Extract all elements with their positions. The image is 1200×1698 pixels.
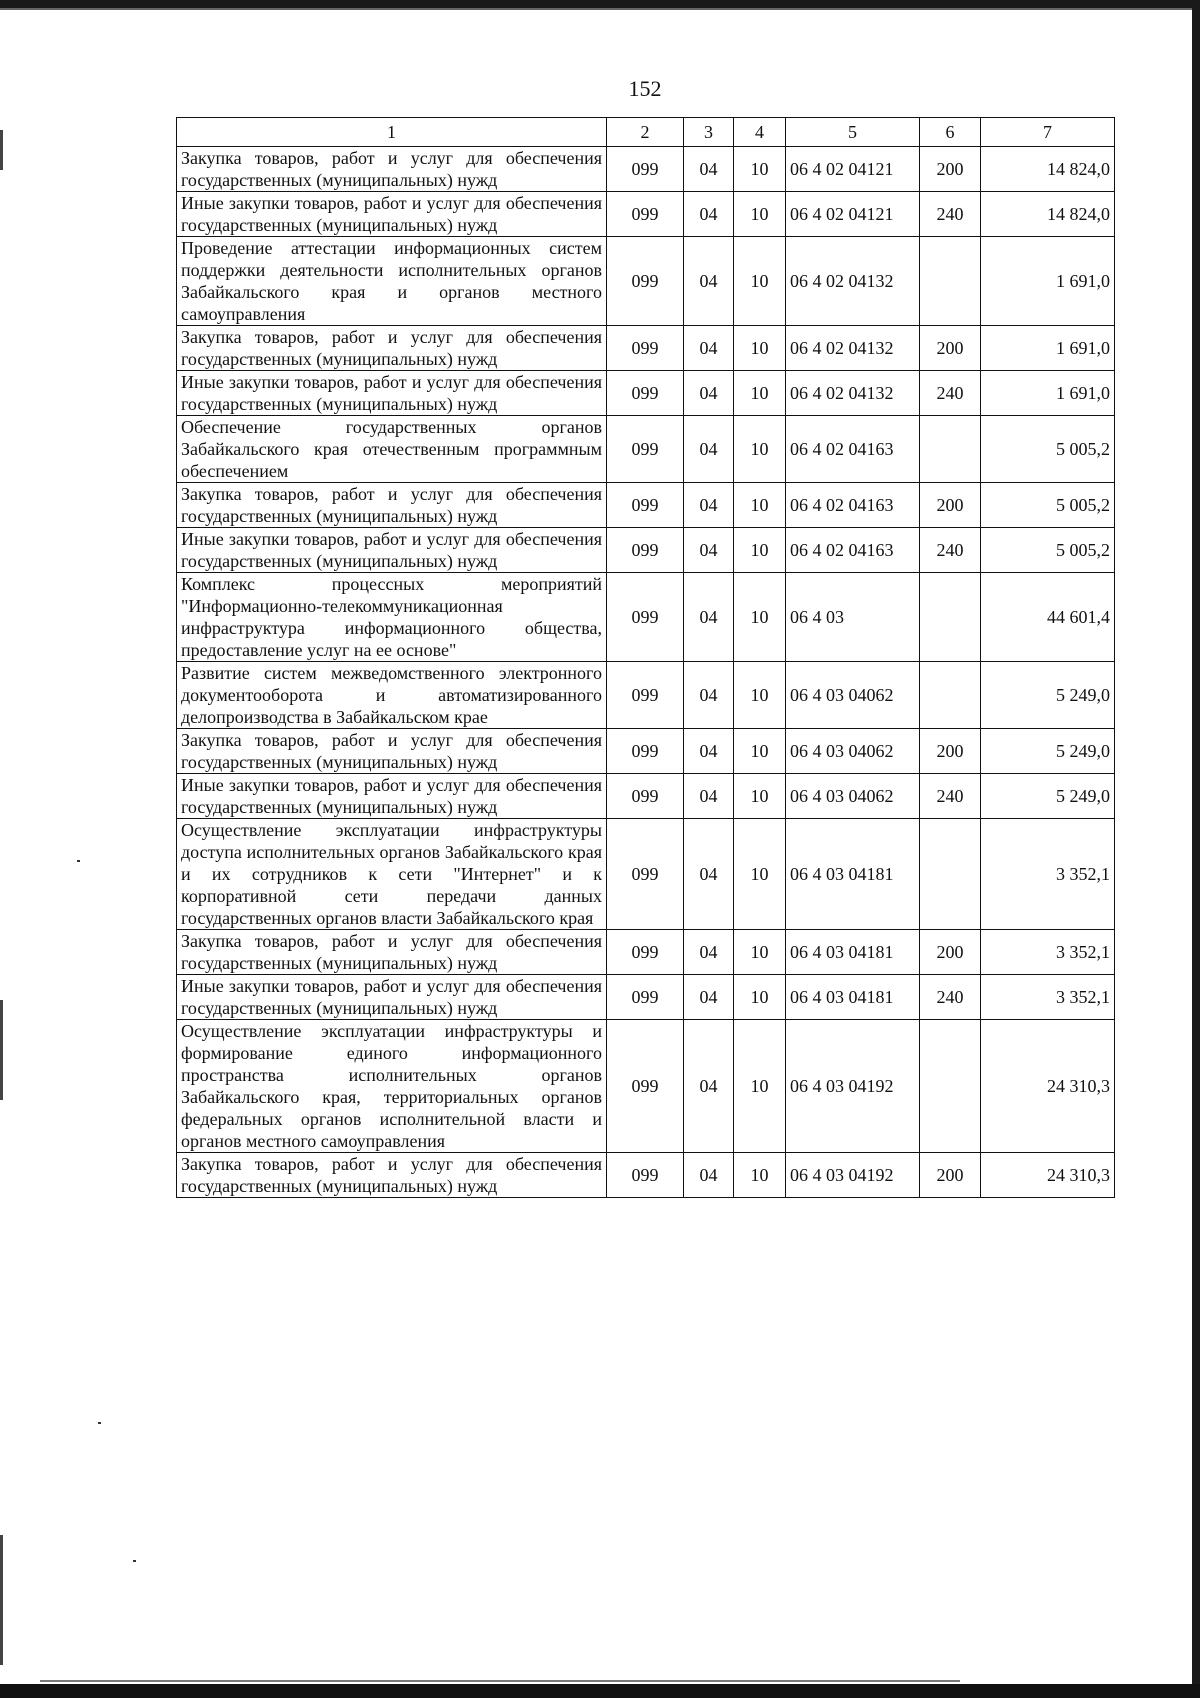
row-code-2: 099 [607, 237, 684, 326]
row-name: Закупка товаров, работ и услуг для обеспечения государственных (муниципальных) нужд [177, 729, 607, 774]
row-amount: 24 310,3 [981, 1153, 1115, 1198]
scan-speck [77, 860, 80, 862]
row-code-3: 04 [684, 483, 734, 528]
row-code-4: 10 [734, 1153, 786, 1198]
column-header: 1 [177, 118, 607, 147]
row-amount: 5 005,2 [981, 416, 1115, 483]
row-code-6: 200 [920, 930, 981, 975]
row-amount: 3 352,1 [981, 819, 1115, 930]
table-row [177, 192, 1115, 237]
row-name: Осуществление эксплуатации инфраструктуры и формирование единого информационного пространства исполнительных органов Забайкальского края, территориальных органов федеральных органов исполнительной власти и органов местного самоуправления [177, 1020, 607, 1153]
row-code-4: 10 [734, 930, 786, 975]
row-code-3: 04 [684, 1020, 734, 1153]
table-row [177, 326, 1115, 371]
row-amount: 3 352,1 [981, 930, 1115, 975]
row-code-5: 06 4 02 04163 [786, 528, 920, 573]
row-code-3: 04 [684, 774, 734, 819]
row-amount: 1 691,0 [981, 237, 1115, 326]
row-amount: 5 005,2 [981, 483, 1115, 528]
row-code-5: 06 4 03 [786, 573, 920, 662]
row-code-5: 06 4 03 04062 [786, 774, 920, 819]
table-row [177, 528, 1115, 573]
row-code-6 [920, 662, 981, 729]
row-code-2: 099 [607, 1020, 684, 1153]
row-code-4: 10 [734, 528, 786, 573]
scan-edge-right [1192, 0, 1200, 1698]
row-amount: 1 691,0 [981, 326, 1115, 371]
row-code-5: 06 4 02 04121 [786, 192, 920, 237]
budget-table [176, 117, 1115, 1198]
row-name: Закупка товаров, работ и услуг для обеспечения государственных (муниципальных) нужд [177, 483, 607, 528]
row-code-3: 04 [684, 1153, 734, 1198]
row-code-3: 04 [684, 975, 734, 1020]
table-row [177, 774, 1115, 819]
row-code-6 [920, 1020, 981, 1153]
row-code-4: 10 [734, 147, 786, 192]
row-name: Развитие систем межведомственного электронного документооборота и автоматизированного делопроизводства в Забайкальском крае [177, 662, 607, 729]
row-code-3: 04 [684, 237, 734, 326]
table-row [177, 147, 1115, 192]
row-code-6: 200 [920, 147, 981, 192]
table-row [177, 416, 1115, 483]
row-code-4: 10 [734, 1020, 786, 1153]
row-amount: 5 249,0 [981, 662, 1115, 729]
row-code-6: 240 [920, 774, 981, 819]
row-code-6: 240 [920, 371, 981, 416]
row-name: Иные закупки товаров, работ и услуг для обеспечения государственных (муниципальных) нужд [177, 774, 607, 819]
row-amount: 5 005,2 [981, 528, 1115, 573]
row-name: Иные закупки товаров, работ и услуг для обеспечения государственных (муниципальных) нужд [177, 975, 607, 1020]
table-row [177, 975, 1115, 1020]
row-code-4: 10 [734, 326, 786, 371]
row-code-4: 10 [734, 975, 786, 1020]
row-code-3: 04 [684, 528, 734, 573]
table-row [177, 819, 1115, 930]
row-code-5: 06 4 03 04062 [786, 662, 920, 729]
row-name: Иные закупки товаров, работ и услуг для обеспечения государственных (муниципальных) нужд [177, 192, 607, 237]
scan-edge-top [0, 0, 1200, 8]
row-name: Осуществление эксплуатации инфраструктуры доступа исполнительных органов Забайкальского края и их сотрудников к сети "Интернет" и к корпоративной сети передачи данных государственных органов власти Забайкальского края [177, 819, 607, 930]
row-code-5: 06 4 02 04132 [786, 326, 920, 371]
row-amount: 14 824,0 [981, 147, 1115, 192]
row-name: Иные закупки товаров, работ и услуг для обеспечения государственных (муниципальных) нужд [177, 371, 607, 416]
row-name: Закупка товаров, работ и услуг для обеспечения государственных (муниципальных) нужд [177, 326, 607, 371]
row-code-5: 06 4 03 04062 [786, 729, 920, 774]
row-code-2: 099 [607, 147, 684, 192]
row-amount: 3 352,1 [981, 975, 1115, 1020]
row-code-3: 04 [684, 416, 734, 483]
row-code-3: 04 [684, 147, 734, 192]
column-header: 3 [684, 118, 734, 147]
row-amount: 5 249,0 [981, 774, 1115, 819]
scan-speck [133, 1560, 136, 1562]
row-code-4: 10 [734, 192, 786, 237]
table-header-row [177, 118, 1115, 147]
scan-edge-left [0, 130, 3, 170]
row-name: Обеспечение государственных органов Забайкальского края отечественным программным обеспечением [177, 416, 607, 483]
row-code-3: 04 [684, 192, 734, 237]
scan-edge-left [0, 1000, 3, 1100]
row-code-2: 099 [607, 371, 684, 416]
row-code-2: 099 [607, 483, 684, 528]
table-row [177, 573, 1115, 662]
row-code-5: 06 4 03 04192 [786, 1153, 920, 1198]
row-code-4: 10 [734, 237, 786, 326]
scan-edge-top-line [0, 8, 1200, 10]
row-code-3: 04 [684, 662, 734, 729]
table-row [177, 662, 1115, 729]
table-row [177, 1153, 1115, 1198]
row-code-3: 04 [684, 326, 734, 371]
scan-edge-left [0, 1535, 3, 1665]
row-code-4: 10 [734, 371, 786, 416]
row-code-4: 10 [734, 483, 786, 528]
row-code-2: 099 [607, 819, 684, 930]
row-code-5: 06 4 02 04132 [786, 371, 920, 416]
row-code-3: 04 [684, 729, 734, 774]
row-code-4: 10 [734, 729, 786, 774]
row-code-5: 06 4 02 04132 [786, 237, 920, 326]
row-amount: 5 249,0 [981, 729, 1115, 774]
column-header: 4 [734, 118, 786, 147]
row-code-2: 099 [607, 416, 684, 483]
row-code-6 [920, 819, 981, 930]
table-row [177, 930, 1115, 975]
row-code-6: 200 [920, 326, 981, 371]
row-code-6: 240 [920, 975, 981, 1020]
row-code-2: 099 [607, 573, 684, 662]
column-header: 7 [981, 118, 1115, 147]
row-name: Закупка товаров, работ и услуг для обеспечения государственных (муниципальных) нужд [177, 930, 607, 975]
row-amount: 24 310,3 [981, 1020, 1115, 1153]
row-code-5: 06 4 02 04163 [786, 416, 920, 483]
row-name: Проведение аттестации информационных систем поддержки деятельности исполнительных органов Забайкальского края и органов местного самоуправления [177, 237, 607, 326]
column-header: 6 [920, 118, 981, 147]
scan-speck [98, 1422, 101, 1424]
row-amount: 1 691,0 [981, 371, 1115, 416]
row-code-6: 200 [920, 1153, 981, 1198]
table-row [177, 1020, 1115, 1153]
row-code-2: 099 [607, 729, 684, 774]
row-code-4: 10 [734, 573, 786, 662]
row-code-2: 099 [607, 1153, 684, 1198]
row-code-2: 099 [607, 326, 684, 371]
row-code-4: 10 [734, 774, 786, 819]
row-amount: 44 601,4 [981, 573, 1115, 662]
table-row [177, 483, 1115, 528]
row-amount: 14 824,0 [981, 192, 1115, 237]
row-code-5: 06 4 03 04181 [786, 930, 920, 975]
row-code-2: 099 [607, 192, 684, 237]
row-code-5: 06 4 03 04192 [786, 1020, 920, 1153]
row-code-2: 099 [607, 662, 684, 729]
row-code-6 [920, 237, 981, 326]
scan-edge-bottom [0, 1684, 1200, 1698]
row-code-2: 099 [607, 930, 684, 975]
row-code-5: 06 4 02 04121 [786, 147, 920, 192]
row-code-4: 10 [734, 662, 786, 729]
row-code-5: 06 4 03 04181 [786, 819, 920, 930]
row-name: Закупка товаров, работ и услуг для обеспечения государственных (муниципальных) нужд [177, 147, 607, 192]
column-header: 2 [607, 118, 684, 147]
row-name: Иные закупки товаров, работ и услуг для обеспечения государственных (муниципальных) нужд [177, 528, 607, 573]
row-code-3: 04 [684, 371, 734, 416]
row-code-4: 10 [734, 416, 786, 483]
column-header: 5 [786, 118, 920, 147]
row-code-3: 04 [684, 930, 734, 975]
row-code-4: 10 [734, 819, 786, 930]
page-number: 152 [628, 76, 662, 101]
scan-edge-bottom-line [40, 1680, 960, 1682]
table-row [177, 237, 1115, 326]
row-code-5: 06 4 03 04181 [786, 975, 920, 1020]
row-code-6: 240 [920, 192, 981, 237]
row-code-3: 04 [684, 819, 734, 930]
row-code-6 [920, 416, 981, 483]
row-code-6: 240 [920, 528, 981, 573]
table-row [177, 729, 1115, 774]
row-name: Комплекс процессных мероприятий "Информационно-телекоммуникационная инфраструктура информационного общества, предоставление услуг на ее основе" [177, 573, 607, 662]
row-code-5: 06 4 02 04163 [786, 483, 920, 528]
row-code-6 [920, 573, 981, 662]
table-row [177, 371, 1115, 416]
row-name: Закупка товаров, работ и услуг для обеспечения государственных (муниципальных) нужд [177, 1153, 607, 1198]
row-code-6: 200 [920, 729, 981, 774]
row-code-2: 099 [607, 774, 684, 819]
row-code-2: 099 [607, 528, 684, 573]
row-code-2: 099 [607, 975, 684, 1020]
row-code-6: 200 [920, 483, 981, 528]
row-code-3: 04 [684, 573, 734, 662]
